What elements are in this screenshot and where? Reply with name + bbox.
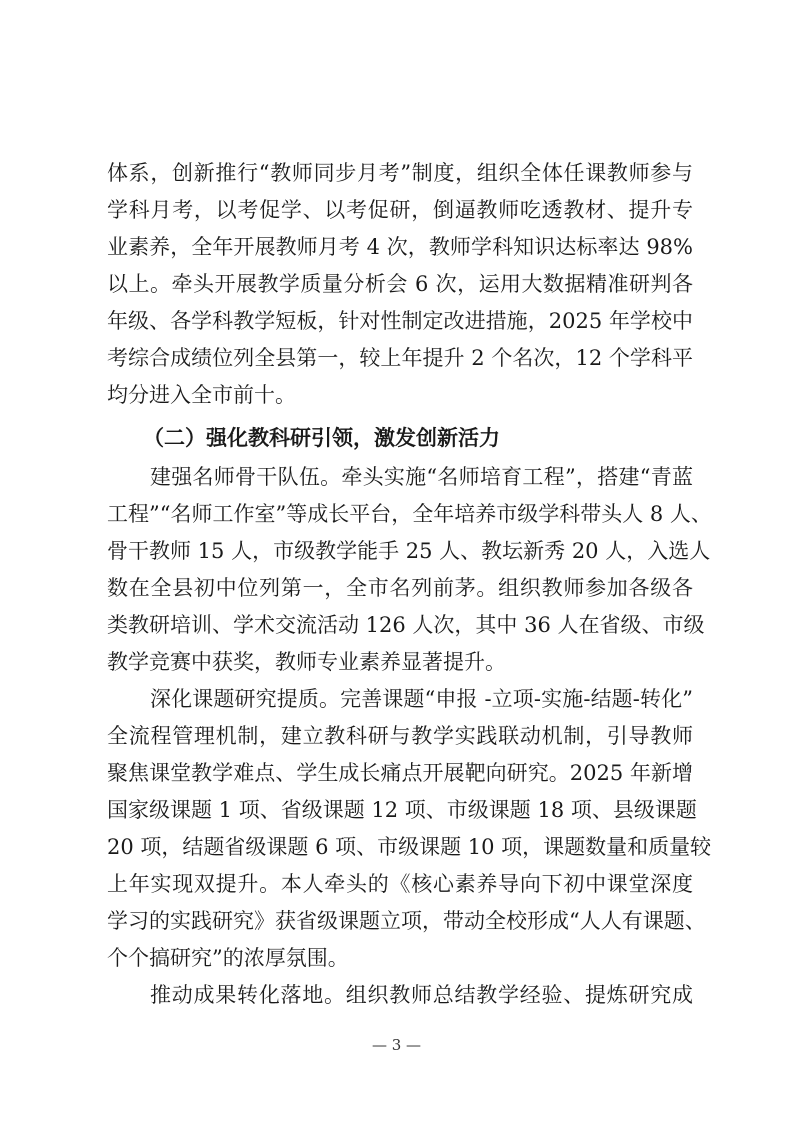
text-line: 国家级课题 1 项、省级课题 12 项、市级课题 18 项、县级课题: [107, 798, 697, 822]
text-line: 骨干教师 15 人，市级教学能手 25 人、教坛新秀 20 人，入选人: [107, 539, 711, 563]
text-line: 类教研培训、学术交流活动 126 人次，其中 36 人在省级、市级: [107, 613, 705, 637]
text-line: 以上。牵头开展教学质量分析会 6 次，运用大数据精准研判各: [107, 272, 693, 296]
text-line: 考综合成绩位列全县第一，较上年提升 2 个名次，12 个学科平: [107, 346, 693, 370]
paragraph-teachers: [107, 459, 712, 681]
text-line: 数在全县初中位列第一，全市名列前茅。组织教师参加各级各: [107, 576, 693, 600]
text-line: 教学竞赛中获奖，教师专业素养显著提升。: [107, 650, 506, 674]
text-line: 工程”“名师工作室”等成长平台，全年培养市级学科带头人 8 人、: [107, 502, 712, 526]
text-line: 全流程管理机制，建立教科研与教学实践联动机制，引导教师: [107, 724, 693, 748]
text-line: 体系，创新推行“教师同步月考”制度，组织全体任课教师参与: [107, 161, 693, 185]
page-number: — 3 —: [371, 1036, 422, 1054]
text-line: 均分进入全市前十。: [107, 383, 296, 407]
text-line: 个个搞研究”的浓厚氛围。: [107, 946, 349, 970]
text-line: 学科月考，以考促学、以考促研，倒逼教师吃透教材、提升专: [107, 198, 693, 222]
paragraph-research: [107, 681, 712, 977]
section-heading: （二）强化教科研引领，激发创新活力: [143, 425, 500, 450]
text-line: 聚焦课堂教学难点、学生成长痛点开展靶向研究。2025 年新增: [107, 761, 693, 785]
paragraph-results: [107, 977, 693, 1014]
text-line: 学习的实践研究》获省级课题立项，带动全校形成“人人有课题、: [107, 909, 706, 933]
text-line: 深化课题研究提质。完善课题“申报 -立项-实施-结题-转化”: [150, 687, 693, 711]
text-line: 建强名师骨干队伍。牵头实施“名师培育工程”，搭建“青蓝: [150, 465, 693, 489]
continued-paragraph: [107, 155, 693, 414]
text-line: 推动成果转化落地。组织教师总结教学经验、提炼研究成: [150, 983, 693, 1007]
text-line: 年级、各学科教学短板，针对性制定改进措施，2025 年学校中: [107, 309, 693, 333]
text-line: 业素养，全年开展教师月考 4 次，教师学科知识达标率达 98%: [107, 235, 693, 259]
body-paragraphs: [107, 459, 712, 1014]
text-line: 上年实现双提升。本人牵头的《核心素养导向下初中课堂深度: [107, 872, 693, 896]
text-line: 20 项，结题省级课题 6 项、市级课题 10 项，课题数量和质量较: [107, 835, 712, 859]
